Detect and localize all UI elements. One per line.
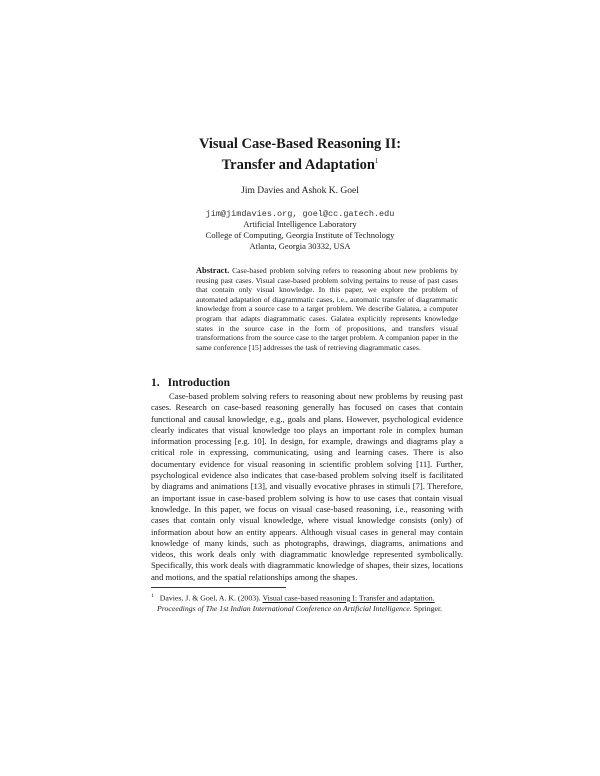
footnote	[151, 591, 463, 614]
affiliation-lab: Artificial Intelligence Laboratory	[243, 219, 357, 229]
footnote-reference-link[interactable]: Visual case-based reasoning I: Transfer and adaptation.	[262, 593, 435, 603]
footnote-authors: Davies, J. & Goel, A. K. (2003).	[159, 593, 261, 603]
title-footnote-mark: 1	[374, 157, 379, 165]
section-title: Introduction	[167, 377, 231, 389]
affiliation-address: Atlanta, Georgia 30332, USA	[249, 241, 351, 251]
section-number: 1.	[151, 377, 160, 389]
footnote-venue: Proceedings of The 1st Indian International Conference on Artificial Intelligence.	[157, 603, 412, 613]
footnote-publisher: Springer.	[413, 603, 443, 613]
footnote-mark: 1	[151, 593, 154, 599]
title-text-2: Transfer and Adaptation	[221, 156, 375, 173]
paper-title-line-1	[0, 136, 600, 153]
section-heading	[151, 377, 230, 389]
abstract-text: Case-based problem solving refers to reasoning about new problems by reusing past cases. Visual case-based problem solving pertains to reuse of past cases that contain only visual knowledge. In this paper, we explore the problem of automated adaptation of diagrammatic cases, i.e., automatic transfer of diagrammatic knowledge from a source case to a target problem. We describe Galatea, a computer program that adapts diagrammatic cases. Galatea explicitly represents knowledge states in the source case in the form of propositions, and transfers visual transformations from the source case to the target problem. A companion paper in the same conference [15] addresses the task of retrieving diagrammatic cases.	[196, 266, 458, 352]
author-names: Jim Davies and Ashok K. Goel	[241, 186, 359, 196]
footnote-divider	[151, 587, 286, 588]
abstract-label: Abstract.	[196, 266, 230, 275]
abstract	[196, 266, 458, 352]
email-text: jim@jimdavies.org, goel@cc.gatech.edu	[205, 209, 395, 219]
paper-title-line-2	[0, 153, 600, 174]
intro-paragraph: Case-based problem solving refers to reasoning about new problems by reusing past cases. Research on case-based reasoning generally has focused on cases that contain functional and causal knowledge, e.g., goals and plans. However, psychological evidence clearly indicates that visual knowledge too plays an important role in complex human information processing [e.g. 10]. In design, for example, drawings and diagrams play a critical role in expressing, communicating, using and learning cases. There is also documentary evidence for visual reasoning in scientific problem solving [11]. Further, psychological evidence also indicates that case-based problem solving itself is facilitated by diagrams and animations [13], and visually evocative phrases in stimuli [7]. Therefore, an important issue in case-based problem solving is how to use cases that contain visual knowledge. In this paper, we focus on visual case-based reasoning, i.e., reasoning with cases that contain only visual knowledge, where visual knowledge consists (only) of information about how an entity appears. Although visual cases in general may contain knowledge of many kinds, such as photographs, drawings, diagrams, animations and videos, this work deals only with diagrammatic knowledge represented symbolically. Specifically, this work deals with diagrammatic knowledge of shapes, their sizes, locations and motions, and the spatial relationships among the shapes.	[151, 391, 463, 582]
affiliation-college: College of Computing, Georgia Institute of Technology	[205, 230, 395, 240]
title-text-1: Visual Case-Based Reasoning II:	[198, 136, 402, 152]
